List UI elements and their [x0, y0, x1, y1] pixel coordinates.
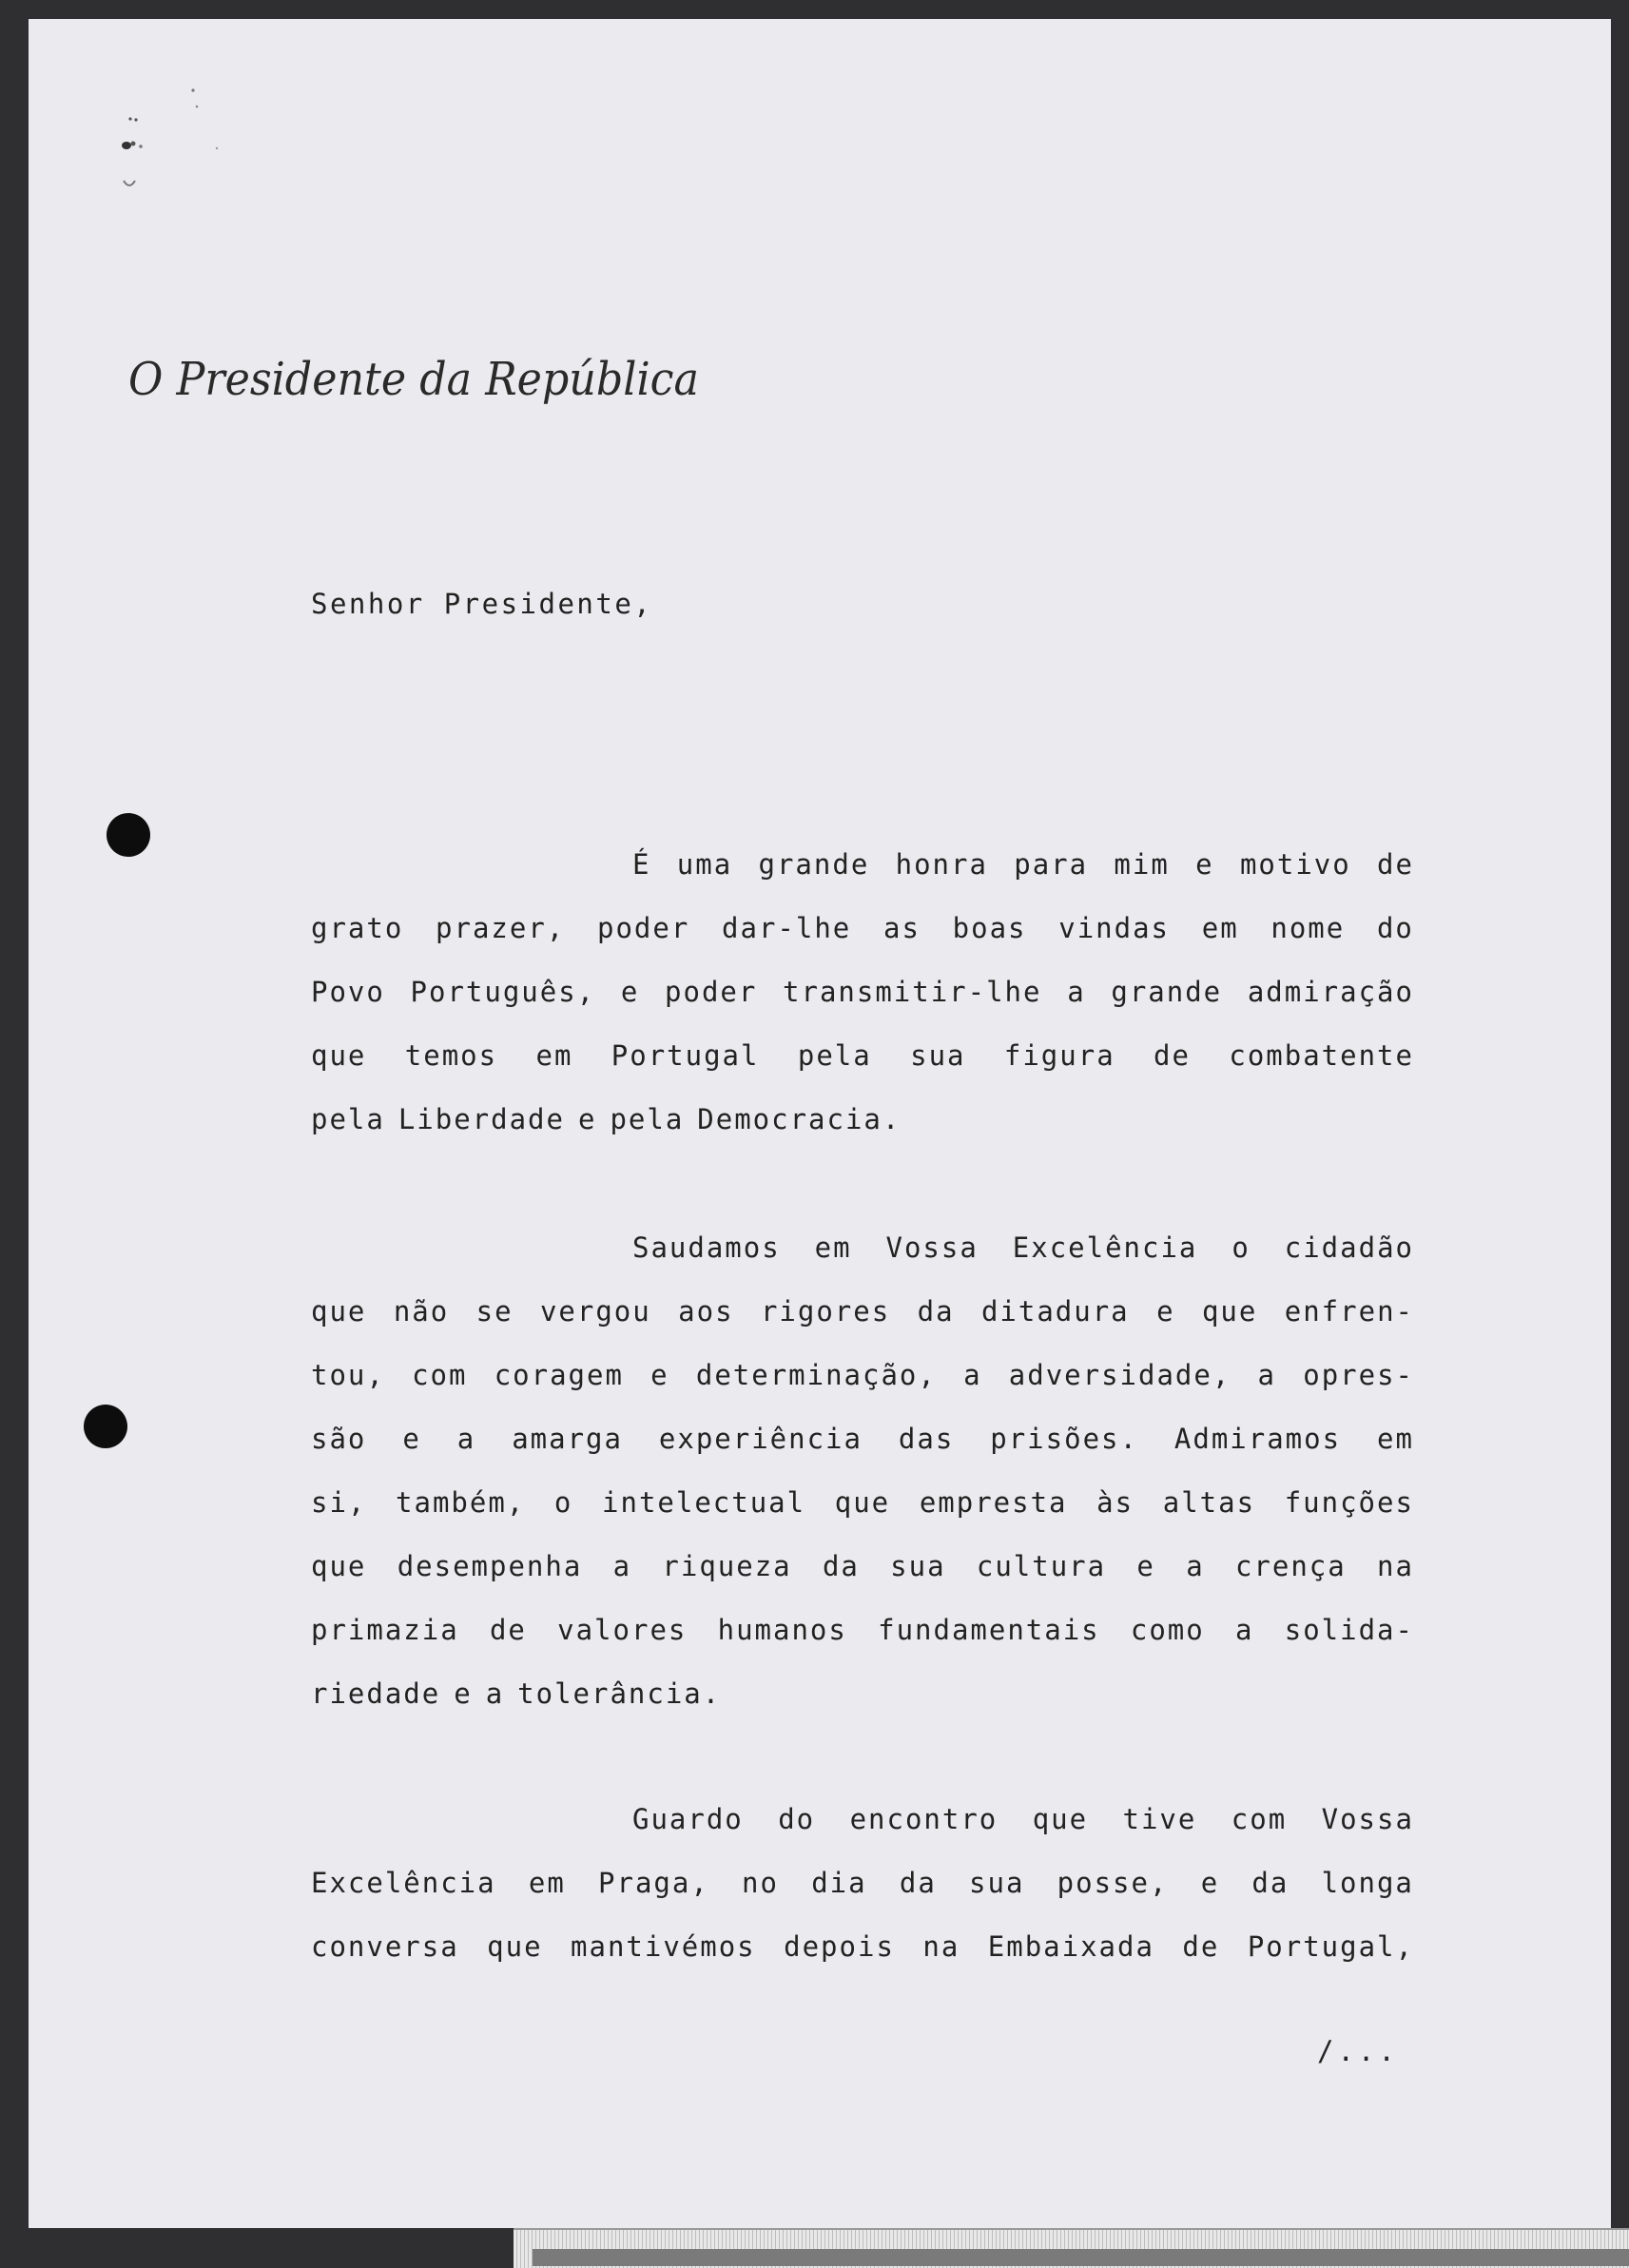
word: o — [1231, 1231, 1251, 1264]
word: enfren- — [1284, 1295, 1414, 1328]
word: determinação, — [695, 1359, 937, 1391]
word: tive — [1122, 1803, 1197, 1835]
word: primazia — [311, 1614, 459, 1646]
text-line — [311, 1039, 1414, 1072]
word: transmitir-lhe — [783, 976, 1042, 1008]
word: pela — [610, 1103, 685, 1135]
word: funções — [1284, 1486, 1414, 1519]
word: para — [1014, 848, 1089, 881]
word: da — [822, 1550, 860, 1582]
word: e — [1156, 1295, 1175, 1328]
word: humanos — [717, 1614, 847, 1646]
text-line — [311, 1103, 1414, 1135]
word: fundamentais — [878, 1614, 1100, 1646]
word: Povo — [311, 976, 385, 1008]
word: em — [1377, 1423, 1414, 1455]
word: longa — [1321, 1867, 1414, 1899]
word: e — [1200, 1867, 1220, 1899]
word: Vossa — [1321, 1803, 1414, 1835]
word: motivo — [1239, 848, 1351, 881]
letterhead-title-text: O Presidente da República — [128, 353, 699, 406]
word: grato — [311, 912, 404, 944]
word: que — [487, 1930, 543, 1963]
word: que — [834, 1486, 891, 1519]
word: poder — [597, 912, 690, 944]
word: são — [311, 1423, 367, 1455]
word: adversidade, — [1008, 1359, 1231, 1391]
word: figura — [1003, 1039, 1115, 1072]
word: a — [1067, 976, 1086, 1008]
word: desempenha — [397, 1550, 583, 1582]
word: encontro — [849, 1803, 999, 1835]
word: mim — [1114, 848, 1170, 881]
word: Saudamos — [632, 1231, 781, 1264]
word: sua — [969, 1867, 1025, 1899]
word: da — [917, 1295, 955, 1328]
word: Vossa — [885, 1231, 979, 1264]
word: de — [1182, 1930, 1220, 1963]
word: prisões. — [990, 1423, 1138, 1455]
word: na — [922, 1930, 960, 1963]
word: riqueza — [662, 1550, 792, 1582]
word: as — [883, 912, 921, 944]
word: solida- — [1284, 1614, 1414, 1646]
word: e — [1136, 1550, 1155, 1582]
word: combatente — [1229, 1039, 1414, 1072]
text-line — [311, 1614, 1414, 1646]
word: mantivémos — [571, 1930, 756, 1963]
word: Embaixada — [987, 1930, 1154, 1963]
word: riedade — [311, 1677, 441, 1710]
text-line — [311, 1550, 1414, 1582]
text-line — [632, 1803, 1414, 1835]
word: vergou — [539, 1295, 651, 1328]
word: a — [1257, 1359, 1276, 1391]
word: em — [535, 1039, 573, 1072]
word: depois — [784, 1930, 895, 1963]
text-line — [311, 1930, 1414, 1963]
continuation-mark: /... — [1317, 2035, 1399, 2067]
word: às — [1096, 1486, 1134, 1519]
word: a — [612, 1550, 632, 1582]
word: opres- — [1303, 1359, 1414, 1391]
word: Português, — [410, 976, 596, 1008]
word: crença — [1234, 1550, 1347, 1582]
word: Excelência — [1012, 1231, 1198, 1264]
word: e — [402, 1423, 421, 1455]
word: com — [412, 1359, 468, 1391]
word: Portugal — [611, 1039, 760, 1072]
word: em — [814, 1231, 852, 1264]
word: o — [553, 1486, 573, 1519]
word: a — [456, 1423, 476, 1455]
word: Portugal, — [1247, 1930, 1414, 1963]
word: coragem — [494, 1359, 624, 1391]
word: boas — [952, 912, 1027, 944]
word: ditadura — [980, 1295, 1130, 1328]
word: Praga, — [598, 1867, 709, 1899]
word: também, — [396, 1486, 526, 1519]
punch-hole — [107, 813, 150, 857]
word: com — [1231, 1803, 1288, 1835]
word: tolerância. — [517, 1677, 722, 1710]
word: temos — [404, 1039, 498, 1072]
word: Excelência — [311, 1867, 496, 1899]
word: pela — [797, 1039, 872, 1072]
word: admiração — [1247, 976, 1414, 1008]
word: em — [528, 1867, 566, 1899]
word: da — [1251, 1867, 1290, 1899]
letterhead-title — [128, 338, 718, 423]
word: sua — [890, 1550, 946, 1582]
text-line — [311, 1423, 1414, 1455]
punch-hole — [84, 1405, 127, 1448]
word: dar-lhe — [722, 912, 852, 944]
word: do — [1376, 912, 1414, 944]
word: si, — [311, 1486, 367, 1519]
word: não — [393, 1295, 450, 1328]
text-line — [311, 976, 1414, 1008]
word: valores — [557, 1614, 688, 1646]
word: e — [577, 1103, 597, 1135]
word: em — [1201, 912, 1239, 944]
word: e — [1195, 848, 1214, 881]
word: a — [1235, 1614, 1254, 1646]
word: e — [620, 976, 640, 1008]
word: e — [454, 1677, 473, 1710]
word: de — [1154, 1039, 1191, 1072]
text-line — [311, 1486, 1414, 1519]
word: vindas — [1058, 912, 1170, 944]
word: intelectual — [602, 1486, 806, 1519]
word: rigores — [760, 1295, 891, 1328]
word: aos — [678, 1295, 734, 1328]
word: do — [778, 1803, 816, 1835]
text-line — [311, 1677, 1414, 1710]
word: de — [1377, 848, 1414, 881]
text-line — [632, 848, 1414, 881]
word: Democracia. — [697, 1103, 902, 1135]
word: que — [311, 1550, 367, 1582]
word: uma — [676, 848, 733, 881]
word: cultura — [976, 1550, 1107, 1582]
word: e — [650, 1359, 669, 1391]
word: Guardo — [632, 1803, 744, 1835]
word: tou, — [311, 1359, 385, 1391]
corner-stain-marks — [86, 48, 228, 219]
word: da — [899, 1867, 937, 1899]
word: altas — [1162, 1486, 1256, 1519]
text-line — [632, 1231, 1414, 1264]
scan-ruler-strip — [533, 2249, 1629, 2266]
word: na — [1377, 1550, 1414, 1582]
word: grande — [758, 848, 870, 881]
text-line — [311, 1867, 1414, 1899]
word: no — [742, 1867, 779, 1899]
word: conversa — [311, 1930, 459, 1963]
word: poder — [665, 976, 758, 1008]
word: a — [485, 1677, 505, 1710]
text-line — [311, 912, 1414, 944]
word: posse, — [1057, 1867, 1169, 1899]
word: É — [632, 848, 651, 881]
document-page — [29, 19, 1611, 2228]
word: honra — [895, 848, 988, 881]
word: que — [311, 1295, 367, 1328]
word: que — [1032, 1803, 1089, 1835]
word: nome — [1270, 912, 1346, 944]
word: como — [1130, 1614, 1205, 1646]
word: cidadão — [1284, 1231, 1414, 1264]
word: experiência — [658, 1423, 863, 1455]
word: se — [475, 1295, 514, 1328]
word: dia — [811, 1867, 867, 1899]
text-line — [311, 1359, 1414, 1391]
word: a — [963, 1359, 982, 1391]
word: Liberdade — [398, 1103, 565, 1135]
word: de — [489, 1614, 527, 1646]
word: Admiramos — [1173, 1423, 1342, 1455]
salutation: Senhor Presidente, — [311, 588, 653, 620]
word: que — [311, 1039, 367, 1072]
word: sua — [910, 1039, 966, 1072]
word: empresta — [919, 1486, 1068, 1519]
word: grande — [1111, 976, 1223, 1008]
text-line — [311, 1295, 1414, 1328]
word: a — [1186, 1550, 1205, 1582]
word: pela — [311, 1103, 385, 1135]
word: das — [898, 1423, 955, 1455]
word: amarga — [512, 1423, 623, 1455]
word: que — [1201, 1295, 1258, 1328]
word: prazer, — [436, 912, 566, 944]
